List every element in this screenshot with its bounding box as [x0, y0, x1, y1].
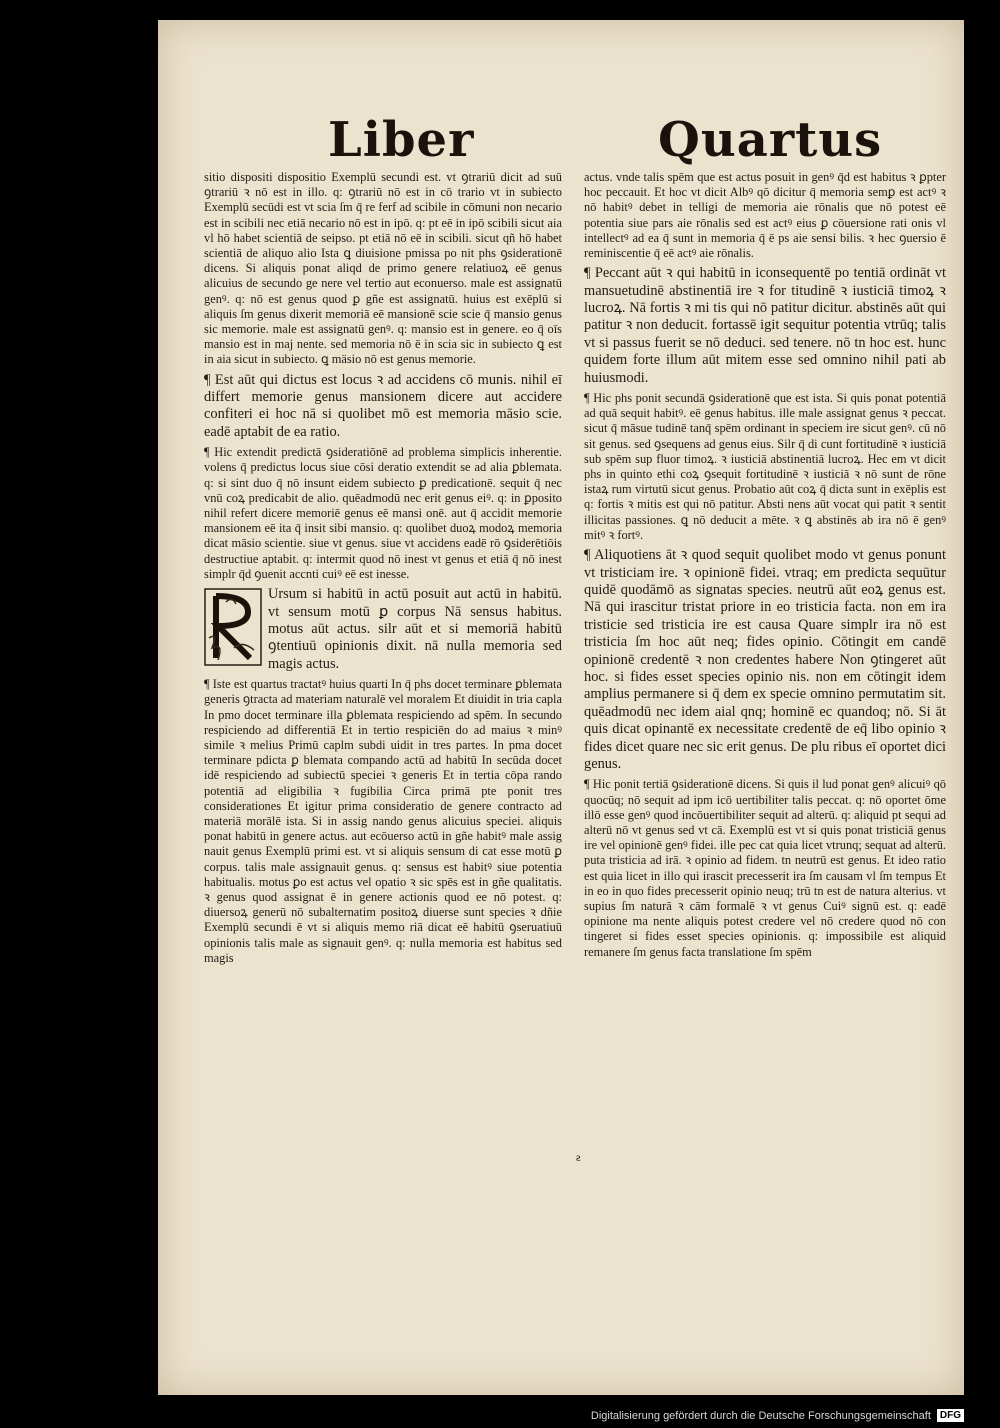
digitization-footer [591, 1409, 964, 1422]
left-text-column [204, 170, 562, 970]
lemma-text: Ursum si habitū in actū posuit aut actū in habitū. vt sensum motū ꝑ corpus Nā sensus habitus. motus aūt actus. silr aūt et si memoriā habitū ꝯtentiuū opinionis dixit. nā nulla memoria sed magis actus. [268, 586, 562, 672]
lemma-paragraph: ¶ Peccant aūt ꝛ qui habitū in iconsequentē po tentiā ordināt vt mansuetudinē abstinentiā ire ꝛ for titudinē ꝛ iusticiā timoꝝ ꝛ lucroꝝ. Nā fortis ꝛ mi tis qui nō patitur dicitur. abstinēs aūt qui patitur ꝛ non deducit. fortassē igit sequitur potentia vtrūq; talis vt si passus fuerit se nō deduci. sed tenere. nō tn hoc est. hunc quidem forte illum aūt mitem esse sed omnino nihil pati ab huiusmodi. [584, 265, 946, 386]
right-text-column [584, 170, 946, 964]
lemma-paragraph: ¶ Aliquotiens āt ꝛ quod sequit quolibet modo vt genus ponunt vt tristiciam ire. ꝛ opinionē fidei. vtraq; em predicta sequūtur quidē quodāmō as signatas species. neutrū aūt eoꝝ genus est. Nā qui irascitur tristat priore in eo tristicia facta. non em ira tristicie sed tristicia ire est causa Quare simplr ira nō est tristicia ſm hoc aūt neq; fides opinio. Cōtingit em candē opinionē credentē ꝛ non credentes habere Non ꝯtingeret aūt hoc. si fides esset species opinio nis. non em cōtingit idem amplius permanere si q̄ dem ex specie omnino permutatim sit. quēadmodū nec idem aial qnq; hominē ec quandoq; nō. Si āt quis dicat opinantē ex necessitate credentē de eq̄ libo opinio ꝛ fides dicet quare nec sic erit genus. De plu ribus eī oportet dici genus. [584, 547, 946, 772]
paragraph: sitio dispositi dispositio Exemplū secundi est. vt ꝯtrariū dicit ad suū ꝯtrariū ꝛ nō est in illo. q: ꝯtrariū nō est in cō trario vt in subiecto Exemplū secūdi est vt scia ſm q̄ re ferf ad scibile in cōmuni non necario est in scibili nec etiā necario nō est in ipō. q: pt eē in ipō scibili sicut aia vl hō habet scientiā de seipso. pt etiā nō eē in scibili. sicut qñ hō habet scientiā de aliquo alio Ista ꝗ diuisione pmissa po nit phs ꝯsiderationē dicens. Si aliquis ponat aliqd de primo genere relatiuoꝝ eē genus alicuius de secundo ge nere vel tertio aut econuerso. male est assignatū genꝰ. q: nō est genus quod ꝑ gñe est assignatū. huius est exēplū si aliquis ſm genus dixerit memoriā eē mansionē scie scie q̄ mansio genus sic memorie. male est assignatū genꝰ. q: mansio est in genere. eo q̄ oīs mansio est in maj nente. sed memoria nō ē in scia sic in subiecto ꝗ est in aia sicut in subiecto. ꝗ mäsio nō est genus memorie. [204, 170, 562, 367]
dfg-logo-icon: DFG [937, 1409, 964, 1422]
paragraph: ¶ Iste est quartus tractatꝰ huius quarti In q̄ phs docet terminare ꝑblemata generis ꝯtracta ad materiam naturalē vel moralem Et diuidit in tria capla In pmo docet terminare illa ꝑblemata respiciendo ad spēm. In secundo respiciendo ad differentiā Et in tertio respiciēn do ad maius ꝛ minꝰ simile ꝛ melius Primū caplm subdi uidit in tres partes. In pma docet terminare pdicta ꝑ blemata compando actū ad habitū In secūda docet idē respiciendo ad subiectū speciei ꝛ generis Et in tertia cōpa rando potentiā ad eligibilia ꝛ fugibilia Circa primā pte ponit tres considerationes Et igitur prima consideratio de genere contracto ad materiā morālē ista. Si in assig nando genus alicuius speciei. aliquis ponat habitū in genere actus. aut ecōuerso actū in gñe habitꝰ male assig nauit genus Exemplū primi est. vt si aliquis sensum di cat esse motū ꝑ corpus. talis male assignauit genus. q: sensus est habitꝰ siue potentia habitualis. motus ꝑo est actus vel opatio ꝛ sic spēs est in gñe qualitatis. ꝛ genus quod assignat ē in genere actionis quod ee nō potest. q: diuersoꝝ generū nō subalternatim positoꝝ diuerse sunt species ꝛ dñie Exemplū secundi ē vt si aliquis memo riā dicat eē habitū ꝯseruatiuū opinionis talis male as signauit genꝰ. q: nulla memoria est habitus sed magis [204, 677, 562, 965]
paragraph: actus. vnde talis spēm que est actus posuit in genꝰ q̄d est habitus ꝛ ꝑpter hoc peccauit. Et hoc vt dicit Albꝰ qō dicitur q̄ memoria semꝑ est actꝰ ꝛ nō habitꝰ debet in telligi de memoria aie rōnalis que nō potest eē potentia siue pars aie rōnalis sed est actꝰ eius ꝑ cōuersione rati onis vl intellectꝰ ad ea q̄ sunt in memoria q̄ ē ps aie sensi bilis. ꝛ hec ꝯuersio ē reminiscentie q̄ eē actꝰ aie rōnalis. [584, 170, 946, 261]
margin-mark: ƨ [576, 1150, 581, 1164]
lemma-paragraph: ¶ Est aūt qui dictus est locus ꝛ ad accidens cō munis. nihil eī differt memorie genus mansionem dicere aut accidere confiteri ei hoc nā si quolibet mō est memoria māsio scie. eadē aptabit de ea ratio. [204, 371, 562, 440]
running-head-left: Liber [328, 112, 475, 168]
lemma-paragraph-with-initial [204, 586, 562, 673]
paragraph: ¶ Hic ponit tertiā ꝯsiderationē dicens. Si quis il lud ponat genꝰ alicuiꝰ qō quocūq; nō sequit ad ipm icō uertibiliter talis peccat. q: nō oportet ōme illō esse genꝰ quod incōuertibiliter sequit ad alterū. q: aliquid pt sequi ad alterū nō vt genus sed vt cā. Exemplū est vt si quis ponat tristiciā genus ire vel opinionē genꝰ fidei. ille pec cat quia licet vtrunq; sequat ad alterū. puta tristicia ad irā. ꝛ opinio ad fidem. tn neutrū est genus. Et ideo ratio est quia licet in illo qui irascit precesserit ira ſm causam vl ſm tempus Et in eo in quo fides precesserit opinio neuq; trū tn est de natura alterius. vt supius ſm naturā ꝛ cām formalē ꝛ vt genus Cuiꝰ signū est. q: eadē opinione ma nente aliquis potest credere vel nō credere quod nō con tingeret si fides esset species opinionis. q: impossibile est aliquid remanere ſm genus facta translatione ſm spēm [584, 777, 946, 959]
decorated-initial-R-icon [204, 588, 262, 666]
running-head-right: Quartus [658, 112, 883, 168]
footer-credit: Digitalisierung gefördert durch die Deutsche Forschungsgemeinschaft [590, 1409, 931, 1422]
book-page [158, 20, 964, 1395]
paragraph: ¶ Hic extendit predictā ꝯsideratiōnē ad problema simplicis inherentie. volens q̄ predictus locus siue cōsi deratio extendit se ad alia ꝑblemata. q: si sint duo q̄ nō insunt eidem subiecto ꝑ predicationē. sequit q̄ nec vnū coꝝ predicabit de alio. quēadmodū nec erit genus eiꝰ. q: in ꝑposito nihil refert dicere memoriē genus eē mansi onē. aut q̄ accidit memorie mansionem eē ita q̄ insit sibi mansio. q: quolibet duoꝝ modoꝝ memoria dicat māsio scientie. siue vt genus. siue vt accidens eadē rō ꝯsiderētiōis destructiue aptabit. q: intermit quod nō inest vt genus et etiā q̄ nō inest simplr q̄d ꝯuenit accnti cuiꝰ eē est inesse. [204, 445, 562, 581]
paragraph: ¶ Hic phs ponit secundā ꝯsiderationē que est ista. Si quis ponat potentiā ad quā sequit habitꝰ. eē genus habitus. ille male assignat genus ꝛ peccat. sicut q̄ māsue tudinē tanq̄ spēm ordinant in speciem ire sicut genꝰ. cū nō sit genus. sed ꝯsequens ad genus eius. Silr q̄ di cunt fortitudinē ꝛ iusticiā sub spēm sup fluor timoꝝ. ꝛ iusticiā abstinentiā lucroꝝ. Hec em vt dicit phs in quinto ethi coꝝ ꝯsequit fortitudinē ꝛ iusticiā ꝛ nō sunt de rōne istaꝝ rum virtutū sicut genus. Probatio aūt coꝝ q̄ dicta sunt in exēplis est q: fortis ꝛ mitis est qui nō patitur. Absti nens aūt vocat qui patit ꝛ sentit illicitas passiones. ꝗ nō deducit a mēte. ꝛ ꝗ abstinēs ab ira nō ē genꝰ mitꝰ ꝛ fortꝰ. [584, 391, 946, 542]
